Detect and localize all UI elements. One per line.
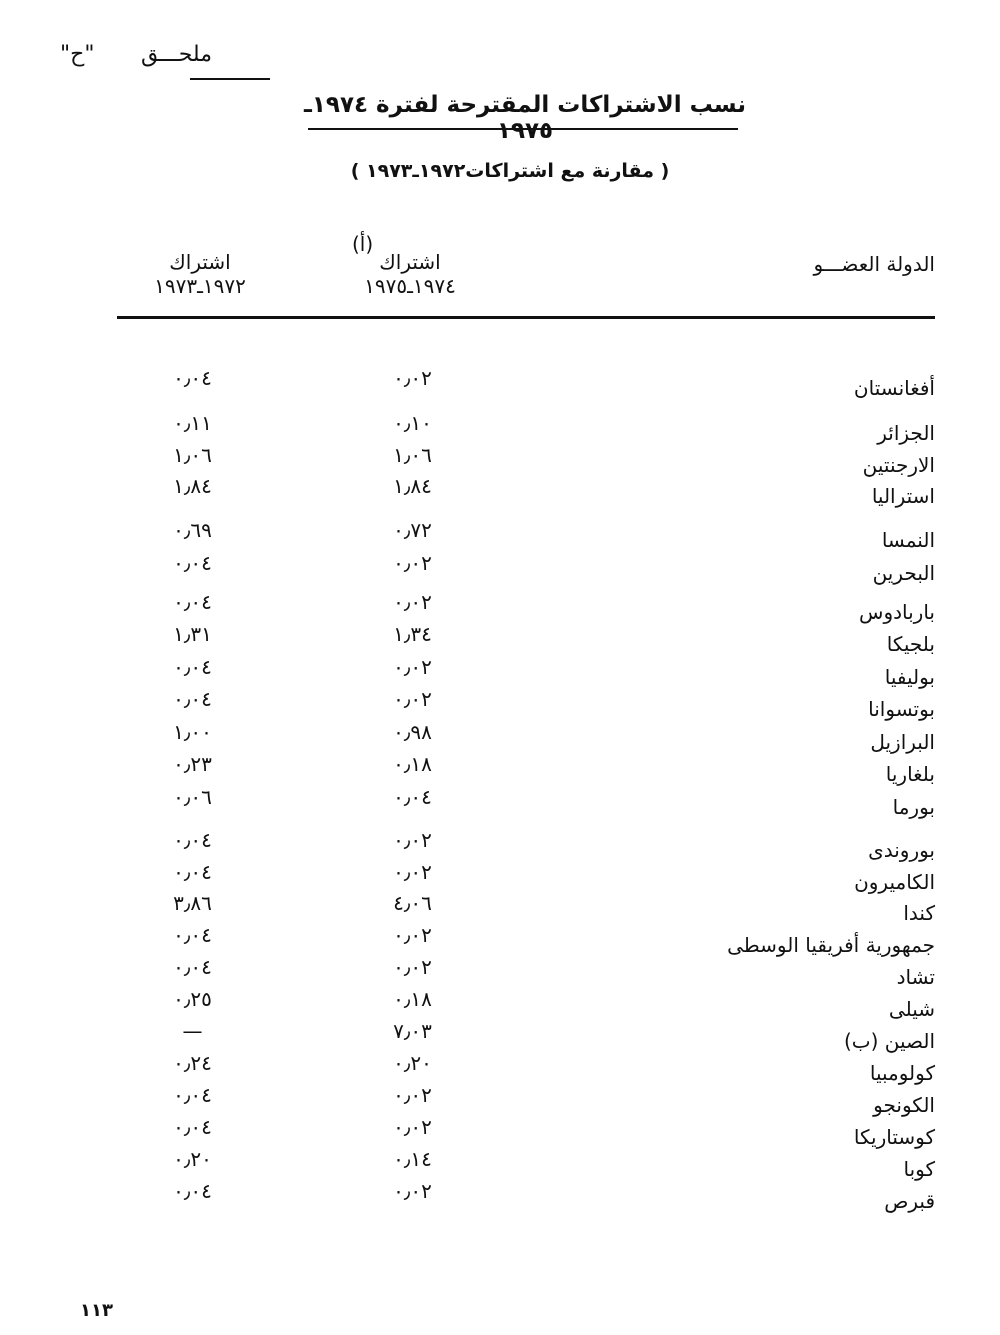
contribution-1972-1973: ٠٫٠٤ [173, 551, 212, 575]
contribution-1974-1975: ٠٫٠٢ [393, 655, 432, 679]
contribution-1972-1973: ٠٫٠٤ [173, 1115, 212, 1139]
contribution-1974-1975: ٠٫٠٢ [393, 860, 432, 884]
table-row [117, 955, 935, 997]
country-name: الكونجو [873, 1093, 935, 1117]
table-row [117, 891, 935, 933]
country-name: جمهورية أفريقيا الوسطى [727, 933, 935, 957]
contribution-1972-1973: ١٫٠٠ [173, 720, 212, 744]
column-header-1972-1973 [110, 250, 290, 298]
contribution-1972-1973: ٠٫٠٤ [173, 366, 212, 390]
contribution-1974-1975: ٠٫٧٢ [393, 518, 432, 542]
contribution-1974-1975: ٠٫١٠ [393, 411, 432, 435]
table-row [117, 518, 935, 560]
contribution-1972-1973: ٠٫٢٣ [173, 752, 212, 776]
country-name: الارجنتين [862, 453, 935, 477]
table-row [117, 474, 935, 516]
contribution-1974-1975: ١٫٣٤ [393, 622, 432, 646]
country-name: الكاميرون [854, 870, 935, 894]
page-number: ١١٣ [80, 1300, 113, 1321]
contribution-1974-1975: ٠٫٠٢ [393, 1179, 432, 1203]
country-name: كولومبيا [869, 1061, 935, 1085]
country-name: النمسا [881, 528, 935, 552]
table-row [117, 622, 935, 664]
contribution-1972-1973: ١٫٣١ [173, 622, 212, 646]
contribution-1974-1975: ٠٫٠٢ [393, 955, 432, 979]
contribution-1974-1975: ٠٫٠٢ [393, 1115, 432, 1139]
contribution-1974-1975: ٠٫٠٢ [393, 923, 432, 947]
table-row [117, 1147, 935, 1189]
contribution-1974-1975: ٠٫٢٠ [393, 1051, 432, 1075]
column-header-years: ١٩٧٤ـ١٩٧٥ [364, 274, 456, 298]
table-row [117, 1019, 935, 1061]
contribution-1972-1973: ٠٫٠٤ [173, 687, 212, 711]
contribution-1974-1975: ٠٫٩٨ [393, 720, 432, 744]
contribution-1972-1973: ٠٫٠٤ [173, 955, 212, 979]
contribution-1972-1973: ٠٫٢٠ [173, 1147, 212, 1171]
footnote-mark-a: (أ) [352, 232, 374, 256]
table-row [117, 987, 935, 1029]
contribution-1974-1975: ٠٫٠٢ [393, 687, 432, 711]
country-name: كندا [903, 901, 935, 925]
contribution-1972-1973: ٠٫٠٤ [173, 590, 212, 614]
country-name: كوبا [903, 1157, 935, 1181]
country-name: كوستاريكا [853, 1125, 935, 1149]
page-title: نسب الاشتراكات المقترحة لفترة ١٩٧٤ـ ١٩٧٥ [304, 92, 746, 144]
table-row [117, 1083, 935, 1125]
contribution-1972-1973: ٠٫١١ [173, 411, 212, 435]
table-row [117, 828, 935, 870]
table-row [117, 785, 935, 827]
contribution-1972-1973: ١٫٠٦ [173, 443, 212, 467]
table-row [117, 411, 935, 453]
contribution-1972-1973: ٠٫٠٤ [173, 655, 212, 679]
country-name: تشاد [896, 965, 935, 989]
country-name: أفغانستان [853, 376, 935, 400]
annex-header [60, 40, 220, 80]
country-name: الصين (ب) [843, 1029, 935, 1053]
table-row [117, 720, 935, 762]
table-row [117, 551, 935, 593]
contribution-1972-1973: ٠٫٠٤ [173, 860, 212, 884]
country-name: قبرص [884, 1189, 935, 1213]
annex-underline [190, 78, 270, 80]
country-name: بوليفيا [884, 665, 935, 689]
title-underline [308, 128, 738, 130]
contribution-1972-1973: ٠٫٠٤ [173, 828, 212, 852]
column-header-label: اشتراك [379, 250, 441, 274]
contribution-1972-1973: ٣٫٨٦ [173, 891, 212, 915]
country-name: البرازيل [870, 730, 935, 754]
contribution-1972-1973: ٠٫٢٥ [173, 987, 212, 1011]
table-row [117, 687, 935, 729]
contribution-1972-1973: ٠٫٠٦ [173, 785, 212, 809]
country-name: بلغاريا [885, 762, 935, 786]
column-header-years: ١٩٧٢ـ١٩٧٣ [154, 274, 246, 298]
country-name: الجزائر [877, 421, 935, 445]
header-rule [117, 316, 935, 319]
contribution-1974-1975: ٠٫١٨ [393, 987, 432, 1011]
annex-mark: "ح" [60, 42, 95, 67]
country-name: بوتسوانا [868, 697, 935, 721]
contribution-1972-1973: — [182, 1019, 203, 1043]
contribution-1972-1973: ٠٫٦٩ [173, 518, 212, 542]
contribution-1974-1975: ٠٫٠٤ [393, 785, 432, 809]
country-name: باربادوس [859, 600, 935, 624]
contribution-1974-1975: ٧٫٠٣ [393, 1019, 432, 1043]
contribution-1972-1973: ٠٫٢٤ [173, 1051, 212, 1075]
table-row [117, 1179, 935, 1221]
table-row [117, 443, 935, 485]
contribution-1974-1975: ٠٫٠٢ [393, 590, 432, 614]
table-row [117, 923, 935, 965]
contribution-1974-1975: ١٫٨٤ [393, 474, 432, 498]
annex-label: ملحـــق [141, 42, 212, 67]
contribution-1974-1975: ٠٫٠٢ [393, 366, 432, 390]
column-header-label: اشتراك [169, 250, 231, 274]
table-row [117, 590, 935, 632]
contribution-1974-1975: ٠٫٠٢ [393, 828, 432, 852]
country-name: بلجيكا [886, 632, 935, 656]
country-name: شيلى [888, 997, 935, 1021]
contribution-1974-1975: ٤٫٠٦ [393, 891, 432, 915]
contribution-1974-1975: ٠٫٠٢ [393, 1083, 432, 1107]
table-row [117, 752, 935, 794]
country-name: البحرين [872, 561, 935, 585]
contribution-1972-1973: ٠٫٠٤ [173, 1179, 212, 1203]
contribution-1974-1975: ٠٫١٤ [393, 1147, 432, 1171]
page-subtitle: ( مقارنة مع اشتراكات١٩٧٢ـ١٩٧٣ ) [350, 160, 670, 182]
country-name: استراليا [871, 484, 935, 508]
contribution-1974-1975: ١٫٠٦ [393, 443, 432, 467]
table-row [117, 366, 935, 408]
column-header-1974-1975 [330, 232, 490, 298]
table-row [117, 1115, 935, 1157]
country-name: بوروندى [868, 838, 935, 862]
contribution-1974-1975: ٠٫٠٢ [393, 551, 432, 575]
contribution-1972-1973: ٠٫٠٤ [173, 923, 212, 947]
contribution-1972-1973: ١٫٨٤ [173, 474, 212, 498]
table-row [117, 655, 935, 697]
country-name: بورما [892, 795, 935, 819]
contribution-1974-1975: ٠٫١٨ [393, 752, 432, 776]
table-row [117, 1051, 935, 1093]
table-row [117, 860, 935, 902]
contribution-1972-1973: ٠٫٠٤ [173, 1083, 212, 1107]
column-header-country: الدولة العضـــو [813, 252, 935, 276]
